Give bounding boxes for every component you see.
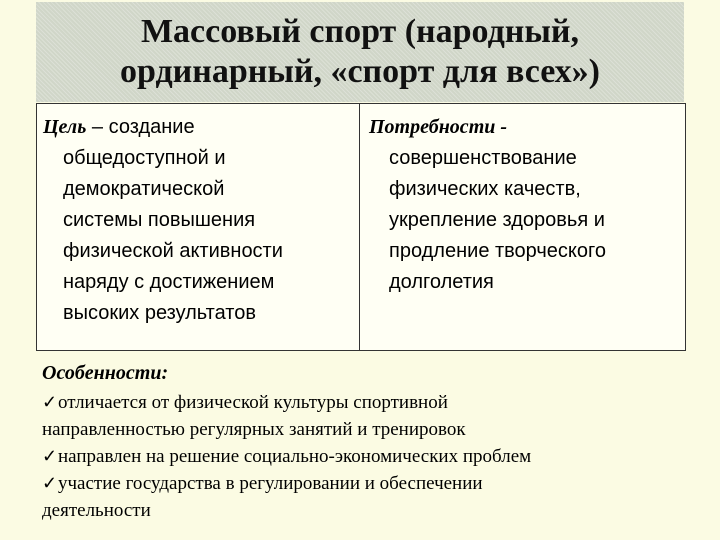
feature-1-line-1: отличается от физической культуры спортивной: [58, 392, 448, 413]
needs-term: Потребности: [369, 116, 496, 138]
title-line-2: ординарный, «спорт для всех»): [119, 53, 600, 90]
needs-dash: -: [495, 116, 508, 138]
needs-text-0: совершенствование: [389, 147, 577, 169]
feature-item-1: [42, 389, 702, 443]
title-line-1: Массовый спорт (народный,: [140, 13, 580, 50]
goal-text-5: наряду с достижением: [63, 271, 275, 293]
checkmark-icon: ✓: [42, 446, 58, 466]
needs-text-3: продление творческого: [389, 240, 606, 262]
feature-2-line-1: направлен на решение социально-экономических проблем: [58, 446, 532, 467]
feature-item-2: [42, 443, 702, 470]
goal-dash: –: [86, 116, 109, 138]
goal-text-6: высоких результатов: [63, 302, 256, 324]
feature-3-line-1: участие государства в регулировании и обеспечении: [58, 473, 483, 494]
goal-text-2: демократической: [63, 178, 225, 200]
needs-cell: [369, 112, 679, 298]
goal-text-0: создание: [108, 116, 195, 138]
features-section: [42, 360, 702, 524]
goal-text-3: системы повышения: [63, 209, 256, 231]
goal-term: Цель: [43, 116, 87, 138]
goal-first-line: [43, 112, 353, 143]
needs-first-line: [369, 112, 679, 143]
goal-needs-table: [36, 103, 686, 351]
needs-text-4: долголетия: [389, 271, 494, 293]
feature-item-3: [42, 470, 702, 524]
feature-1-line-2: направленностью регулярных занятий и тренировок: [42, 419, 466, 440]
feature-3-line-2: деятельности: [42, 500, 151, 521]
checkmark-icon: ✓: [42, 392, 58, 412]
goal-cell: [43, 112, 353, 329]
features-heading: Особенности:: [42, 362, 169, 384]
goal-text-4: физической активности: [63, 240, 283, 262]
column-divider: [359, 104, 360, 350]
goal-text-1: общедоступной и: [63, 147, 226, 169]
title-banner: [36, 2, 684, 102]
checkmark-icon: ✓: [42, 473, 58, 493]
needs-text-2: укрепление здоровья и: [389, 209, 605, 231]
needs-text-1: физических качеств,: [389, 178, 581, 200]
slide-title: [50, 12, 670, 92]
